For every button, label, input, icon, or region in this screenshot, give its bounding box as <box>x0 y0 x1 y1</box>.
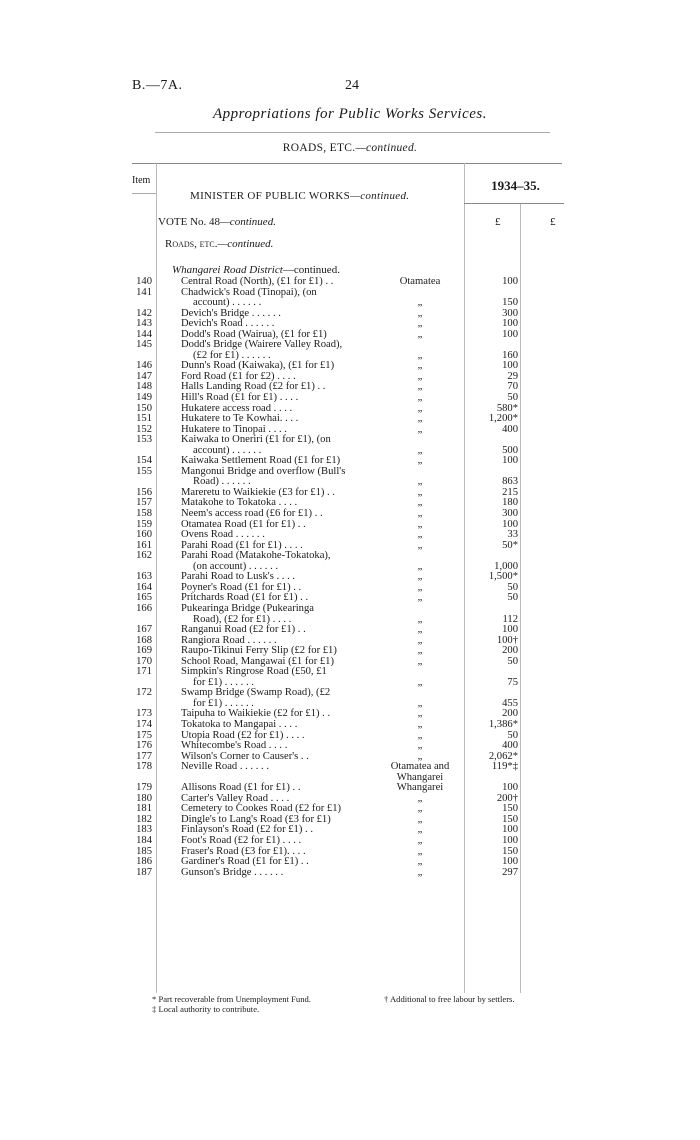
item-description: Utopia Road (£2 for £1) . . . . <box>181 729 305 741</box>
table-row <box>0 604 700 625</box>
item-amount: 215 <box>502 486 518 498</box>
item-district: „ <box>417 318 423 330</box>
item-number: 151 <box>136 413 152 425</box>
item-amount: 160 <box>502 349 518 361</box>
table-row <box>0 340 700 361</box>
item-district: „ <box>417 328 423 340</box>
table-row <box>0 404 700 415</box>
item-number: 145 <box>136 339 152 351</box>
item-description: Simpkin's Ringrose Road (£50, £1 for £1) . . . . . . <box>181 666 327 688</box>
table-row <box>0 541 700 552</box>
item-number: 155 <box>136 465 152 477</box>
item-district: „ <box>417 834 423 846</box>
table-row <box>0 836 700 847</box>
item-column-header: Item <box>132 175 151 186</box>
item-number: 186 <box>136 856 152 868</box>
table-row <box>0 646 700 657</box>
item-number: 179 <box>136 782 152 794</box>
item-description: Finlayson's Road (£2 for £1) . . <box>181 824 313 836</box>
item-header-underline <box>132 193 156 194</box>
table-row <box>0 762 700 783</box>
item-description: Ovens Road . . . . . . <box>181 529 265 541</box>
item-amount: 50 <box>507 655 518 667</box>
item-district: „ <box>417 729 423 741</box>
table-row <box>0 520 700 531</box>
table-row <box>0 847 700 858</box>
item-amount: 150 <box>502 813 518 825</box>
item-amount: 1,200* <box>488 413 518 425</box>
item-amount: 33 <box>507 529 518 541</box>
item-description: Tokatoka to Mangapai . . . . <box>181 718 298 730</box>
item-description: Foot's Road (£2 for £1) . . . . <box>181 834 302 846</box>
item-district: „ <box>417 392 423 404</box>
item-number: 146 <box>136 360 152 372</box>
item-number: 159 <box>136 518 152 530</box>
table-row <box>0 667 700 688</box>
table-top-rule <box>132 163 562 164</box>
item-number: 174 <box>136 718 152 730</box>
item-description: Kaiwaka Settlement Road (£1 for £1) <box>181 455 341 467</box>
item-number: 153 <box>136 434 152 446</box>
item-district: „ <box>417 486 423 498</box>
item-number: 166 <box>136 602 152 614</box>
item-description: Pukearinga Bridge (Pukearinga Road), (£2 for £1) . . . . <box>181 602 314 625</box>
item-number: 183 <box>136 824 152 836</box>
item-number: 144 <box>136 328 152 340</box>
item-district: „ <box>417 718 423 730</box>
item-amount: 100 <box>502 328 518 340</box>
item-amount: 150 <box>502 845 518 857</box>
item-description: Hukatere to Tinopai . . . . <box>181 423 287 435</box>
title-rule <box>155 132 550 133</box>
table-row <box>0 393 700 404</box>
item-district: „ <box>417 803 423 815</box>
item-district: „ <box>417 560 423 572</box>
item-district: „ <box>417 845 423 857</box>
table-row <box>0 361 700 372</box>
table-row <box>0 467 700 488</box>
item-description: Parahi Road (Matakohe-Tokatoka), (on account) . . . . . . <box>181 550 331 572</box>
table-row <box>0 330 700 341</box>
item-amount: 100 <box>502 624 518 636</box>
item-description: Ford Road (£1 for £2) . . . . <box>181 370 296 382</box>
item-description: Halls Landing Road (£2 for £1) . . <box>181 381 326 393</box>
table-row <box>0 456 700 467</box>
item-number: 171 <box>136 666 152 678</box>
table-row <box>0 488 700 499</box>
item-district: „ <box>417 856 423 868</box>
item-district: „ <box>417 381 423 393</box>
item-number: 152 <box>136 423 152 435</box>
item-description: Devich's Road . . . . . . <box>181 318 275 330</box>
item-district: „ <box>417 402 423 414</box>
section-subtitle: ROADS, ETC.—continued. <box>282 142 418 154</box>
table-row <box>0 509 700 520</box>
table-row <box>0 425 700 436</box>
item-district: „ <box>417 645 423 657</box>
item-district: „ <box>417 539 423 551</box>
item-district: „ <box>417 824 423 836</box>
item-district: „ <box>417 792 423 804</box>
item-description: Devich's Bridge . . . . . . <box>181 307 281 319</box>
item-description: Neville Road . . . . . . <box>181 761 269 773</box>
table-row <box>0 815 700 826</box>
item-number: 172 <box>136 687 152 699</box>
item-amount: 75 <box>507 676 518 688</box>
item-amount: 100 <box>502 318 518 330</box>
item-amount: 200 <box>502 645 518 657</box>
footnote-dagger: † Additional to free labour by settlers. <box>384 994 515 1004</box>
item-district: „ <box>417 697 423 709</box>
item-number: 162 <box>136 550 152 562</box>
item-description: Matakohe to Tokatoka . . . . <box>181 497 298 509</box>
item-district: „ <box>417 676 423 688</box>
item-amount: 100 <box>502 834 518 846</box>
item-description: Pritchards Road (£1 for £1) . . <box>181 592 309 604</box>
year-rule <box>464 203 564 204</box>
item-number: 148 <box>136 381 152 393</box>
item-district: Otamatea and Whangarei <box>390 761 450 783</box>
item-amount: 150 <box>502 297 518 309</box>
item-amount: 100† <box>496 634 518 646</box>
table-row <box>0 731 700 742</box>
item-amount: 29 <box>507 370 518 382</box>
item-description: Raupo-Tikinui Ferry Slip (£2 for £1) <box>181 645 337 657</box>
table-row <box>0 741 700 752</box>
item-amount: 50 <box>507 729 518 741</box>
item-number: 176 <box>136 740 152 752</box>
table-row <box>0 498 700 509</box>
item-description: Wilson's Corner to Causer's . . <box>181 750 309 762</box>
item-amount: 400 <box>502 740 518 752</box>
item-district: „ <box>417 349 423 361</box>
item-amount: 100 <box>502 276 518 287</box>
item-number: 175 <box>136 729 152 741</box>
item-description: Gunson's Bridge . . . . . . <box>181 866 284 878</box>
table-row <box>0 319 700 330</box>
item-amount: 500 <box>502 444 518 456</box>
item-description: Chadwick's Road (Tinopai), (on account) . . . . . . <box>181 286 317 309</box>
item-description: Whitecombe's Road . . . . <box>181 740 288 752</box>
year-heading: 1934–35. <box>491 178 540 193</box>
table-row <box>0 530 700 541</box>
item-description: Hukatere to Te Kowhai. . . . <box>181 413 299 425</box>
item-amount: 400 <box>502 423 518 435</box>
item-description: Poyner's Road (£1 for £1) . . <box>181 581 302 593</box>
table-row <box>0 857 700 868</box>
item-amount: 180 <box>502 497 518 509</box>
item-description: Central Road (North), (£1 for £1) . . <box>181 276 334 287</box>
district-heading: Whangarei Road District—continued. <box>172 264 340 276</box>
item-district: „ <box>417 571 423 583</box>
item-description: Cemetery to Cookes Road (£2 for £1) <box>181 803 342 815</box>
item-number: 140 <box>136 276 152 287</box>
item-description: Mangonui Bridge and overflow (Bull's Road) . . . . . . <box>181 465 346 488</box>
item-district: „ <box>417 624 423 636</box>
item-district: Whangarei <box>396 782 444 794</box>
item-description: Gardiner's Road (£1 for £1) . . <box>181 856 309 868</box>
item-district: „ <box>417 297 423 309</box>
item-description: Kaiwaka to Oneriri (£1 for £1), (on account) . . . . . . <box>181 434 331 456</box>
item-district: „ <box>417 740 423 752</box>
item-number: 170 <box>136 655 152 667</box>
item-district: „ <box>417 423 423 435</box>
item-amount: 297 <box>502 866 518 878</box>
item-amount: 100 <box>502 782 518 794</box>
roads-heading: Roads, etc.—continued. <box>165 238 274 250</box>
item-amount: 200 <box>502 708 518 720</box>
item-amount: 100 <box>502 856 518 868</box>
item-description: Swamp Bridge (Swamp Road), (£2 for £1) . . . . . . <box>181 687 331 709</box>
table-row <box>0 309 700 320</box>
table-row <box>0 868 700 879</box>
item-amount: 100 <box>502 518 518 530</box>
item-amount: 100 <box>502 455 518 467</box>
item-amount: 1,386* <box>488 718 518 730</box>
item-description: Otamatea Road (£1 for £1) . . <box>181 518 306 530</box>
item-description: Carter's Valley Road . . . . <box>181 792 290 804</box>
item-district: „ <box>417 592 423 604</box>
item-district: „ <box>417 613 423 625</box>
item-district: „ <box>417 518 423 530</box>
item-number: 178 <box>136 761 152 773</box>
table-row <box>0 709 700 720</box>
item-amount: 1,500* <box>488 571 518 583</box>
item-description: Dodd's Road (Wairua), (£1 for £1) <box>181 328 327 340</box>
footnote-star: * Part recoverable from Unemployment Fund. <box>152 994 311 1004</box>
page-number: 24 <box>345 78 359 93</box>
item-number: 165 <box>136 592 152 604</box>
item-number: 150 <box>136 402 152 414</box>
table-row <box>0 752 700 763</box>
item-district: „ <box>417 581 423 593</box>
item-district: „ <box>417 750 423 762</box>
item-district: „ <box>417 634 423 646</box>
table-row <box>0 372 700 383</box>
item-description: Neem's access road (£6 for £1) . . <box>181 508 323 520</box>
item-number: 154 <box>136 455 152 467</box>
item-description: Parahi Road to Lusk's . . . . <box>181 571 296 583</box>
item-district: „ <box>417 476 423 488</box>
item-description: Taipuha to Waikiekie (£2 for £1) . . <box>181 708 331 720</box>
item-district: „ <box>417 655 423 667</box>
item-amount: 863 <box>502 476 518 488</box>
item-number: 141 <box>136 286 152 298</box>
item-district: „ <box>417 529 423 541</box>
item-amount: 300 <box>502 307 518 319</box>
item-district: „ <box>417 813 423 825</box>
item-number: 160 <box>136 529 152 541</box>
item-district: „ <box>417 866 423 878</box>
item-description: Parahi Road (£1 for £1) . . . . <box>181 539 303 551</box>
item-amount: 580* <box>496 402 518 414</box>
item-number: 185 <box>136 845 152 857</box>
item-district: „ <box>417 370 423 382</box>
item-district: „ <box>417 444 423 456</box>
item-description: Ranganui Road (£2 for £1) . . <box>181 624 306 636</box>
item-number: 168 <box>136 634 152 646</box>
item-number: 182 <box>136 813 152 825</box>
table-row <box>0 583 700 594</box>
item-description: Hukatere access road . . . . <box>181 402 293 414</box>
table-row <box>0 572 700 583</box>
item-amount: 50 <box>507 592 518 604</box>
pound-sign-2: £ <box>550 216 556 228</box>
item-number: 169 <box>136 645 152 657</box>
item-description: Hill's Road (£1 for £1) . . . . <box>181 392 299 404</box>
item-number: 187 <box>136 866 152 878</box>
item-district: „ <box>417 307 423 319</box>
item-amount: 2,062* <box>488 750 518 762</box>
item-description: Dingle's to Lang's Road (£3 for £1) <box>181 813 331 825</box>
item-number: 157 <box>136 497 152 509</box>
item-number: 156 <box>136 486 152 498</box>
item-amount: 50* <box>502 539 518 551</box>
item-amount: 100 <box>502 824 518 836</box>
item-number: 161 <box>136 539 152 551</box>
item-number: 177 <box>136 750 152 762</box>
item-number: 181 <box>136 803 152 815</box>
item-district: „ <box>417 508 423 520</box>
header-ref: B.—7A. <box>132 78 183 93</box>
item-number: 158 <box>136 508 152 520</box>
item-number: 149 <box>136 392 152 404</box>
item-amount: 300 <box>502 508 518 520</box>
item-amount: 200† <box>496 792 518 804</box>
table-row <box>0 804 700 815</box>
item-amount: 1,000 <box>494 560 518 572</box>
page-title: Appropriations for Public Works Services. <box>213 106 487 122</box>
item-number: 142 <box>136 307 152 319</box>
item-district: „ <box>417 708 423 720</box>
table-row <box>0 288 700 309</box>
item-amount: 100 <box>502 360 518 372</box>
item-amount: 70 <box>507 381 518 393</box>
item-amount: 112 <box>502 613 518 625</box>
item-amount: 50 <box>507 581 518 593</box>
item-number: 167 <box>136 624 152 636</box>
table-row <box>0 382 700 393</box>
footnote-double-dagger: ‡ Local authority to contribute. <box>152 1004 260 1014</box>
item-description: Dunn's Road (Kaiwaka), (£1 for £1) <box>181 360 335 372</box>
item-description: Mareretu to Waikiekie (£3 for £1) . . <box>181 486 335 498</box>
item-description: Rangiora Road . . . . . . <box>181 634 277 646</box>
item-number: 163 <box>136 571 152 583</box>
table-row <box>0 414 700 425</box>
item-number: 180 <box>136 792 152 804</box>
appropriation-rows <box>0 277 700 878</box>
item-district: „ <box>417 360 423 372</box>
item-district: „ <box>417 413 423 425</box>
item-number: 173 <box>136 708 152 720</box>
pound-sign-1: £ <box>495 216 501 228</box>
table-row <box>0 657 700 668</box>
table-row <box>0 593 700 604</box>
item-number: 164 <box>136 581 152 593</box>
item-district: Otamatea <box>399 276 441 287</box>
table-row <box>0 277 700 288</box>
item-number: 147 <box>136 370 152 382</box>
table-row <box>0 435 700 456</box>
table-row <box>0 783 700 794</box>
item-amount: 119*‡ <box>491 761 518 773</box>
item-amount: 50 <box>507 392 518 404</box>
item-description: Fraser's Road (£3 for £1). . . . <box>181 845 306 857</box>
table-row <box>0 636 700 647</box>
table-row <box>0 794 700 805</box>
item-amount: 455 <box>502 697 518 709</box>
table-row <box>0 625 700 636</box>
item-amount: 150 <box>502 803 518 815</box>
item-description: Dodd's Bridge (Wairere Valley Road), (£2 for £1) . . . . . . <box>181 339 343 361</box>
item-description: Allisons Road (£1 for £1) . . <box>181 782 301 794</box>
item-district: „ <box>417 455 423 467</box>
table-row <box>0 551 700 572</box>
table-row <box>0 720 700 731</box>
vote-heading: VOTE No. 48—continued. <box>158 216 276 228</box>
item-number: 184 <box>136 834 152 846</box>
table-row <box>0 825 700 836</box>
item-district: „ <box>417 497 423 509</box>
ministry-heading: MINISTER OF PUBLIC WORKS—continued. <box>190 190 410 202</box>
table-row <box>0 688 700 709</box>
item-description: School Road, Mangawai (£1 for £1) <box>181 655 334 667</box>
item-number: 143 <box>136 318 152 330</box>
